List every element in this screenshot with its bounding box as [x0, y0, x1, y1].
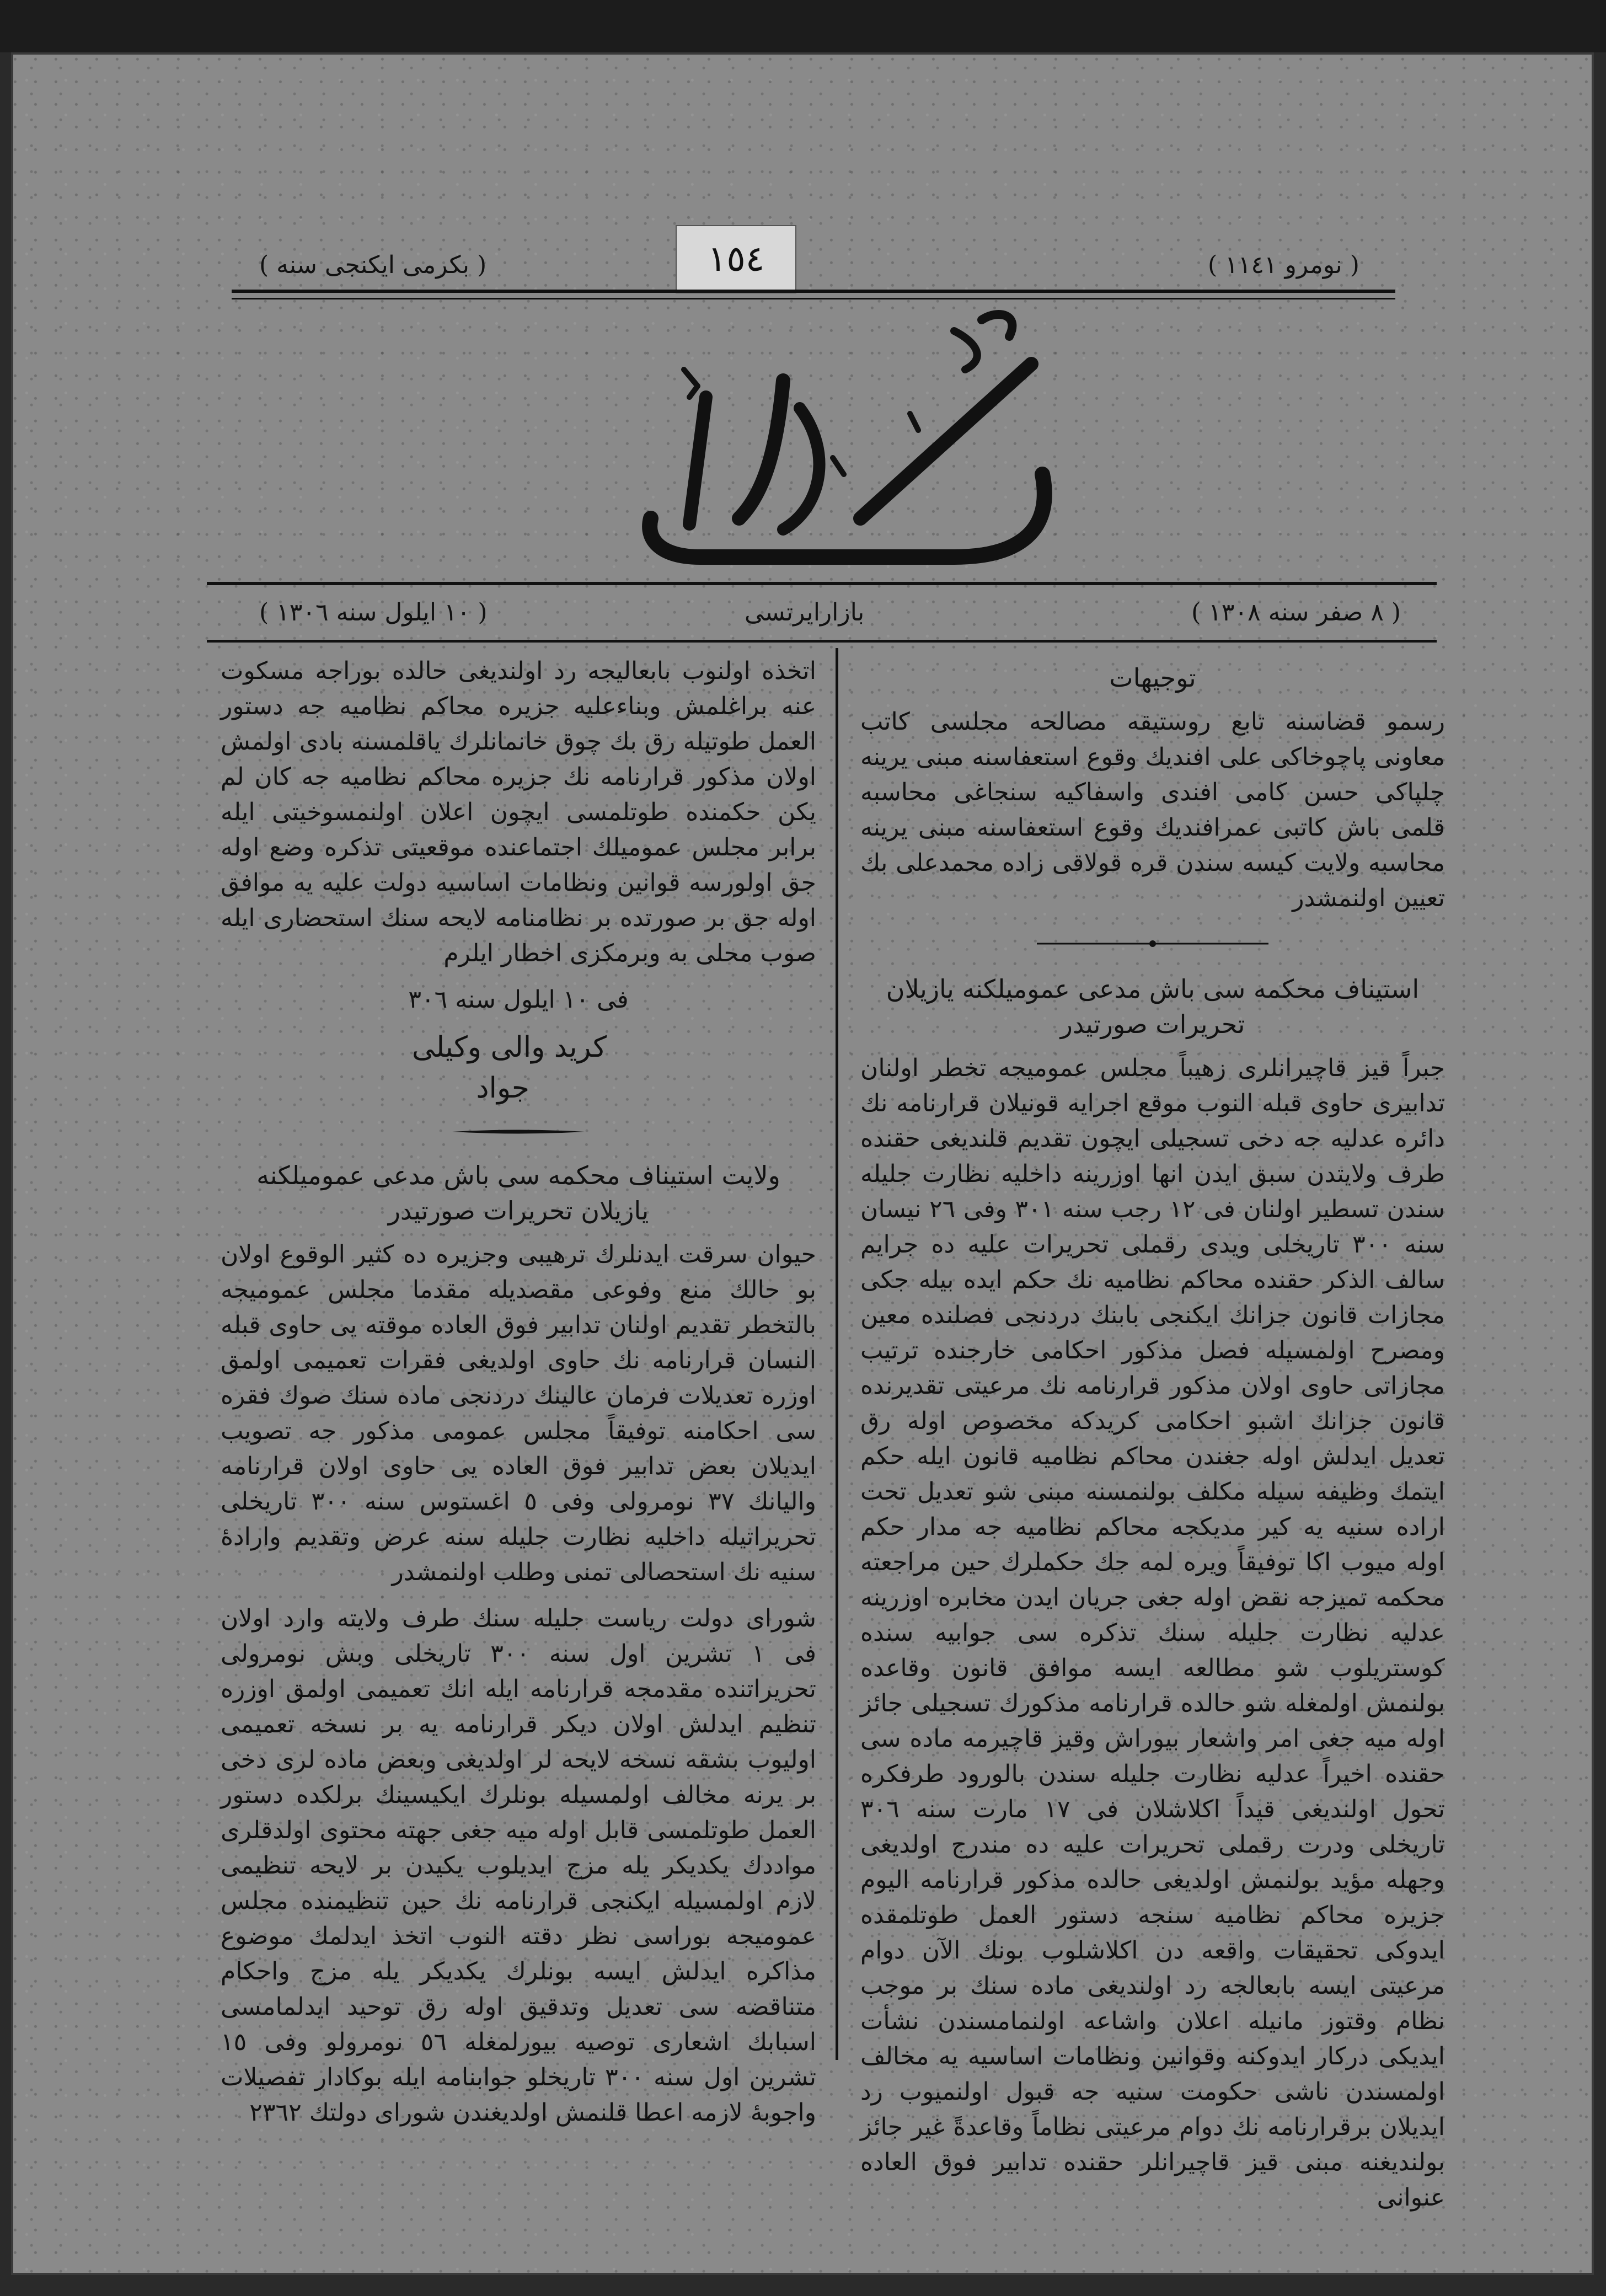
paragraph: شوراى دولت رياست جليله سنك طرف ولايته وارد اولان فى ١ تشرين اول سنه ٣٠٠ تاريخلى وبش نومرولى تحريراتنده مقدمجه قرارنامه ايله انك تعميمى اولمق اوزره تنظيم ايدلش اولان ديكر قرارنامه يه بر نسخه تعميمى اوليوب بشقه نسخه لايحه لر اولديغى وبعض ماده لرى دخى بر يرنه مخالف اولمسيله بونلرك ايكيسينك برلكده دستور العمل طوتلمسى قابل اوله ميه جغى جهته محتوى اولدقلرى مواددك يكديكر يله مزج ايديلوب يكيدن بر لايحه تنظيمى لازم اولمسيله ايكنجى قرارنامه نك حين تنظيمنده مجلس عموميجه بوراسى نظر دقته النوب اتخذ ايدلمك موضوع مذاكره ايدلش ايسه بونلرك يكديكر يله مزج واحكام متناقضه سى تعديل وتدقيق اوله رق توحيد ايدلمامسى اسبابك اشعارى توصيه بيورلمغله ٥٦ نومرولو وفى ١٥ تشرين اول سنه ٣٠٠ تاريخلو جوابنامه ايله بوكادار تفصيلات واجوبهٔ لازمه اعطا قلنمش اولديغندن شوراى دولتك ٢٣٦٢ [221, 1604, 817, 2127]
masthead-calligraphy [601, 298, 1075, 585]
right-column [860, 654, 1445, 2227]
paragraph: اتخذه اولنوب بابعاليجه رد اولنديغى حالده بوراجه مسكوت عنه براغلمش وبناءعليه جزيره محاكم نظاميه جه دستور العمل طوتيله رق بك چوق خانمانلرك ياقلمسنه بادى اولمش اولان مذكور قرارنامه نك جزيره محاكم نظاميه جه كان لم يكن حكمنده طوتلمسى ايچون اعلان اولنمسوخيتى ايله برابر مجلس عموميلك اجتماعنده موقعيتى تذكره وضع اوله جق اولورسه قوانين ونظامات اساسيه دولت عليه يه موافق اوله جق بر صورتده بر نظامنامه لايحه سنك استحضارى ايله صوب محلى به وبرمكزى اخطار ايلرم [221, 657, 816, 967]
column-divider [836, 648, 838, 2060]
article-heading: استيناف محكمه سى باش مدعى عموميلكنه يازيلان تحريرات صورتيدر [886, 974, 1420, 1039]
header-rule [232, 290, 1395, 293]
year-label: ( بكرمى ايكنجى سنه ) [259, 251, 487, 279]
date-rule-top [207, 582, 1437, 585]
date-rule-bottom [207, 640, 1437, 643]
dateline: فى ١٠ ايلول سنه ٣٠٦ [408, 986, 629, 1014]
signature-name: جواد [476, 1072, 529, 1105]
paragraph: جبراً قيز قاچيرانلرى زهيباً مجلس عموميجه تخطر اولنان تدابيرى حاوى قبله النوب موقع اجرايه قونيلان قرارنامه نك دائره عدليه جه دخى تسجيلى ايچون تقديم قلنديغى حقنده طرف ولايتدن سبق ايدن انها اوزرينه داخليه نظارت جليله سندن تسطير اولنان فى ١٢ رجب سنه ٣٠١ وفى ٢٦ نيسان سنه ٣٠٠ تاريخلى ويدى رقملى تحريرات عليه ده جرايم سالف الذكر حقنده محاكم نظاميه نك حكم ايده بيله جكى مجازات قانون جزانك ايكنجى بابنك دردنجى فصلنده معين ومصرح اولمسيله فصل مذكور احكامى خارجنده ترتيب مجازاتى حاوى اولان مذكور قرارنامه نك مرعيتى تقديرنده قانون جزانك اشبو احكامى كريدكه مخصوص اوله رق تعديل ايدلش اوله جغندن محاكم نظاميه قانون ايله حكم ايتمك وظيفه سيله مكلف بولنمسنه مبنى شو تعديل تحت اراده سنيه يه كير مديكجه محاكم نظاميه جه مدار حكم اوله ميوب اكا توفيقاً ويره لمه جك حكملرك حين مراجعته محكمه تميزجه نقض اوله جغى جريان ايدن مخابره اوزرينه عدليه نظارت جليله سنك تذكره سى جوابيه سنده كوستريلوب شو مطالعه ايسه موافق قانون وقاعده بولنمش اولمغله شو حالده قرارنامه مذكورك تسجيلى جائز اوله ميه جغى امر واشعار بيوراش وقيز قاچيرمه ماده سى حقنده اخيراً عدليه نظارت جليله سندن بالورود طرفكره تحول اولنديغى قيداً اكلاشلان فى ١٧ مارت سنه ٣٠٦ تاريخلى ودرت رقملى تحريرات عليه ده مندرج اولديغى وجهله مؤيد بولنمش اولديغى حالده مذكور قرارنامه اليوم جزيره محاكم نظاميه سنجه دستور العمل طوتلمقده ايدوكى تحقيقات واقعه دن اكلاشلوب بونك الآن دوام مرعيتى ايسه بابعالجه رد اولنديغى ماده سنك بر موجب نظام وقتوز مانيله اعلان واشاعه اولنمامسندن نشأت ايديكى دركار ايدوكنه وقوانين ونظامات اساسيه يه مخالف اولمسندن ناشى حكومت سنيه جه قبول اولنميوب رد ايديلان برقرارنامه نك دوام مرعيتى نظاماً وقاعدةً غير جائز بولنديغنه مبنى قيز قاچيرانلر حقنده تدابير فوق العاده عنوانى [860, 1054, 1446, 2212]
article-heading: ولايت استيناف محكمه سى باش مدعى عموميلكنه يازيلان تحريرات صورتيدر [256, 1160, 780, 1225]
article-divider [452, 1128, 585, 1136]
hijri-date: ( ٨ صفر سنه ١٣٠٨ ) [1191, 598, 1401, 627]
page-number-stamp: ١٥٤ [676, 225, 796, 293]
signature-title: كريد والى وكيلى [411, 1031, 607, 1064]
left-column [221, 654, 816, 2142]
issue-number: ( نومرو ١١٤١ ) [1208, 251, 1359, 279]
paragraph: حيوان سرقت ايدنلرك ترهيبى وجزيره ده كثير الوقوع اولان بو حالك منع وفوعى مقصديله مقدما مجلس عموميجه بالتخطر تقديم اولنان تدابير فوق العاده موقته يى حاوى قبله النسان قرارنامه نك حاوى اولديغى فقرات تعميمى اولمق اوزره تعديلات فرمان عالينك دردنجى ماده سنك صوك فقره سى احكامنه توفيقاً مجلس عمومى مذكور جه تصويب ايديلان بعض تدابير فوق العاده يى حاوى اولان قرارنامه واليانك ٣٧ نومرولى وفى ٥ اغستوس سنه ٣٠٠ تاريخلى تحريراتيله داخليه نظارت جليله سنه عرض وتقديم وارادهٔ سنيه نك استحصالى تمنى وطلب اولنمشدر [221, 1240, 816, 1586]
rumi-date: ( ١٠ ايلول سنه ١٣٠٦ ) [259, 598, 488, 627]
paragraph: رسمو قضاسنه تابع روستيقه مصالحه مجلسى كاتب معاونى پاچوخاكى على افنديك وقوع استعفاسنه مبنى يرينه چلپاكى حسن كامى افندى واسفاكيه سنجاغى محاسبه قلمى باش كاتبى عمرافنديك وقوع استعفاسنه مبنى يرينه محاسبه ولايت كيسه سندن قره قولاقى زاده محمدعلى بك تعيين اولنمشدر [860, 708, 1445, 912]
day-label: بازارايرتسى [745, 598, 865, 627]
section-title: توجيهات [1109, 663, 1196, 693]
ornamental-divider [1037, 938, 1268, 949]
